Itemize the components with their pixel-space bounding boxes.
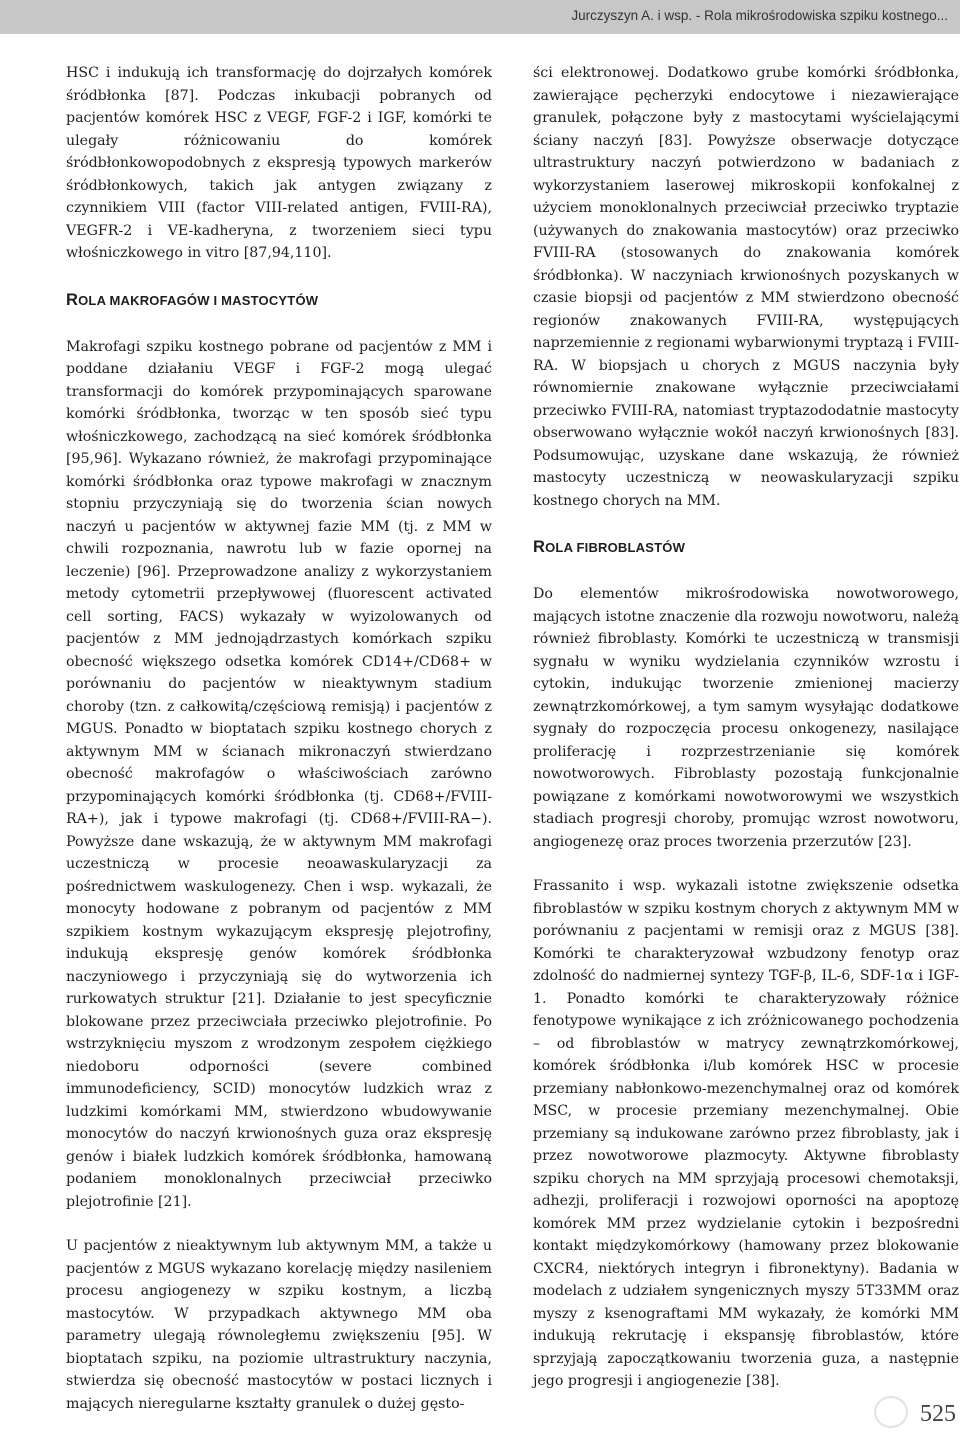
page-number: 525 bbox=[920, 1401, 956, 1427]
paragraph-intro: HSC i indukują ich transformację do dojrzałych komórek śródbłonka [87]. Podczas inkubacji pobranych od pacjentów komórek HSC z VEGF, FGF-2 i IGF, komórki te ulegały różnicowaniu do komórek śródbłonkowopodobnych z ekspresją typowych markerów śródbłonkowych, takich jak antygen związany z czynnikiem VIII (factor VIII-related antigen, FVIII-RA), VEGFR-2 i VE-kadheryna, z tworzeniem sieci typu włośniczkowego in vitro [87,94,110]. bbox=[66, 65, 492, 261]
journal-logo-watermark bbox=[874, 1396, 908, 1428]
paragraph-macrophages: Makrofagi szpiku kostnego pobrane od pacjentów z MM i poddane działaniu VEGF i FGF-2 mogą ulegać transformacji do komórek przypominających sparowane komórki śródbłonka, tworząc w ten sposób sieć typu włośniczkowego, zachodzącą na sieć komórek śródbłonka [95,96]. Wykazano również, że makrofagi przypominające komórki śródbłonka oraz typowe makrofagi w znacznym stopniu przyczyniają się do tworzenia ścian nowych naczyń u pacjentów w aktywnej fazie MM (tj. z MM w chwili rozpoznania, nawrotu lub w fazie opornej na leczenie) [96]. Przeprowadzone analizy z wykorzystaniem metody cytometrii przepływowej (fluorescent activated cell sorting, FACS) wykazały w wyizolowanych od pacjentów z MM jednojądrzastych komórkach szpiku obecność większego odsetka komórek CD14+/CD68+ w porównaniu do pacjentów w nieaktywnym stadium choroby (tzn. z całkowitą/częściową remisją) i pacjentów z MGUS. Ponadto w bioptatach szpiku kostnego chorych z aktywnym MM w ścianach mikronaczyń stwierdzano obecność makrofagów o właściwościach zarówno przypominających komórki śródbłonka (tj. CD68+/FVIII-RA+), jak i typowe makrofagi (tj. CD68+/FVIII-RA−). Powyższe dane wskazują, że w aktywnym MM makrofagi uczestniczą w procesie neoawaskularyzacji za pośrednictwem waskulogenezy. Chen i wsp. wykazali, że monocyty hodowane z pobranym od pacjentów z MM szpikiem kostnym wykazującym ekspresję plejotrofiny, indukują ekspresję genów komórek śródbłonka naczyniowego i przyczyniają się do wytworzenia ich rurkowatych struktur [21]. Działanie to jest specyficznie blokowane przez przeciwciała przeciwko plejotrofinie. Po wstrzyknięciu myszom z wrodzonym zespołem ciężkiego niedoboru odporności (severe combined immunodeficiency, SCID) monocytów ludzkich wraz z ludzkimi komórkami MM, stwierdzono wbudowywanie monocytów do naczyń krwionośnych guza oraz ekspresję genów i białek ludzkich komórek śródbłonka, hamowaną podaniem monoklonalnych przeciwciał przeciwko plejotrofinie [21]. bbox=[66, 338, 492, 1210]
heading-fibroblasts bbox=[533, 536, 959, 559]
running-header-bar bbox=[0, 0, 960, 34]
heading-macrophages-mastocytes bbox=[66, 289, 492, 312]
paragraph-mastocytes: U pacjentów z nieaktywnym lub aktywnym MM, a także u pacjentów z MGUS wykazano korelację między nasileniem procesu angiogenezy w szpiku kostnym, a liczbą mastocytów. W przypadkach aktywnego MM oba parametry ulegają równoległemu zwiększeniu [95]. W bioptatach szpiku, na poziomie ultrastruktury naczynia, stwierdza się obecność mastocytów w postaci licznych i mających nieregularne kształty granulek o dużej gęsto- bbox=[66, 1238, 492, 1412]
heading-rest: OLA FIBROBLASTÓW bbox=[545, 540, 686, 555]
heading-initial: R bbox=[66, 290, 79, 309]
heading-rest: OLA MAKROFAGÓW I MASTOCYTÓW bbox=[78, 292, 319, 308]
heading-initial: R bbox=[533, 538, 546, 556]
running-title: Jurczyszyn A. i wsp. - Rola mikrośrodowiska szpiku kostnego... bbox=[571, 8, 948, 23]
left-column bbox=[66, 62, 492, 1415]
right-column bbox=[533, 62, 959, 1393]
paragraph-mastocytes-continued: ści elektronowej. Dodatkowo grube komórki śródbłonka, zawierające pęcherzyki endocytowe i niezawierające granulek, połączone były z mastocytami wyścielającymi ściany naczyń [83]. Powyższe obserwacje dotyczące ultrastruktury naczyń potwierdzono w badaniach z wykorzystaniem laserowej mikroskopii konfokalnej z użyciem monoklonalnych przeciwciał przeciwko tryptazie (używanych do znakowania mastocytów) oraz przeciwko FVIII-RA (stosowanych do znakowania komórek śródbłonka). W naczyniach krwionośnych pozyskanych w czasie biopsji od pacjentów z MM stwierdzono obecność regionów znakowanych FVIII-RA, występujących naprzemiennie z regionami wybarwionymi tryptazą i FVIII-RA. W biopsjach u chorych z MGUS naczynia były równomiernie znakowane wyłącznie przeciwciałami przeciwko FVIII-RA, natomiast tryptazododatnie mastocyty obserwowano wyłącznie wokół naczyń krwionośnych [83]. Podsumowując, uzyskane dane wskazują, że również mastocyty uczestniczą w neowaskularyzacji szpiku kostnego chorych na MM. bbox=[533, 65, 959, 509]
paragraph-fibroblasts-1: Do elementów mikrośrodowiska nowotworowego, mających istotne znaczenie dla rozwoju nowotworu, należą również fibroblasty. Komórki te uczestniczą w transmisji sygnału w wyniku wydzielania czynników wzrostu i cytokin, indukując tworzenie zmienionej macierzy zewnątrzkomórkowej, a tym samym wysyłając dodatkowe sygnały do rozpoczęcia procesu onkogenezy, nasilające proliferację i rozprzestrzenianie się komórek nowotworowych. Fibroblasty pozostają funkcjonalnie powiązane z komórkami nowotworowymi we wszystkich stadiach progresji choroby, promując wzrost nowotworu, angiogenezę oraz proces tworzenia przerzutów [23]. bbox=[533, 586, 959, 850]
paragraph-fibroblasts-2: Frassanito i wsp. wykazali istotne zwiększenie odsetka fibroblastów w szpiku kostnym chorych z aktywnym MM w porównaniu z pacjentami w remisji oraz z MGUS [38]. Komórki te charakteryzował wzbudzony fenotyp oraz zdolność do nadmiernej syntezy TGF-β, IL-6, SDF-1α i IGF-1. Ponadto komórki te charakteryzowały różnice fenotypowe wynikające z ich zróżnicowanego pochodzenia – od fibroblastów w matrycy zewnątrzkomórkowej, komórek śródbłonka i/lub komórek HSC w procesie przemiany nabłonkowo-mezenchymalnej oraz od komórek MSC, w procesie przemiany mezenchymalnej. Obie przemiany są indukowane zarówno przez fibroblasty, jak i przez nowotworowe plazmocyty. Aktywne fibroblasty szpiku chorych na MM sprzyjają procesowi chemotaksji, adhezji, proliferacji i rozwojowi oporności na apoptozę komórek MM przez wydzielanie cytokin i bezpośredni kontakt międzykomórkowy (hamowany przez blokowanie CXCR4, niektórych integryn i fibronektyny). Badania w modelach z udziałem syngenicznych myszy 5T33MM oraz myszy z ksenograftami MM wykazały, że komórki MM indukują rekrutację i ekspansję fibroblastów, które sprzyjają zapoczątkowaniu tworzenia guza, a następnie jego progresji i angiogenezie [38]. bbox=[533, 878, 959, 1389]
